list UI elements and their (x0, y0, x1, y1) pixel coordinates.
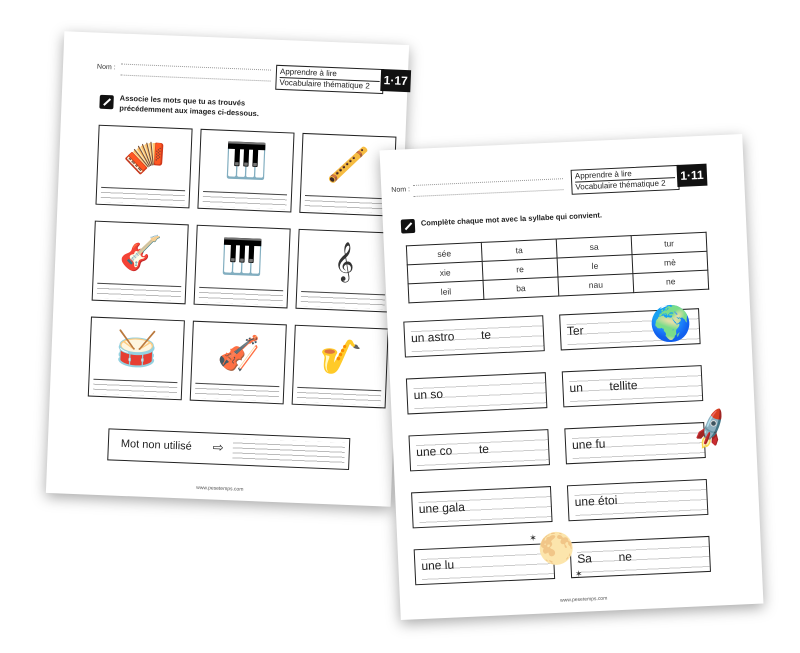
word-box-left: une lu (414, 543, 555, 585)
guitar-icon: 🎸 (118, 233, 163, 274)
instruction-line-1: Associe les mots que tu as trouvés (119, 93, 246, 108)
writing-lines (304, 195, 389, 213)
name-label: Nom : (96, 63, 116, 72)
syllable-cell: leil (408, 280, 484, 302)
picture-card (292, 325, 389, 409)
writing-lines (232, 438, 345, 464)
accordion-icon: 🪗 (122, 137, 167, 178)
website: www.pesetemps.com (560, 595, 608, 604)
syllable-cell: mè (632, 251, 708, 273)
exercise-badge: 1·11 (676, 164, 707, 187)
writing-lines (97, 283, 182, 301)
header-title: Apprendre à lire (280, 67, 380, 82)
star-icon: ✶ (529, 532, 538, 544)
picture-card (295, 229, 392, 313)
word-box-right: Sa ne (569, 536, 710, 578)
word-box-right: Ter (559, 308, 700, 350)
word-box-right: un tellite (562, 365, 703, 407)
drum-icon: 🥁 (114, 329, 159, 370)
writing-lines (203, 191, 288, 209)
instruction: Complète chaque mot avec la syllabe qui convient. (420, 210, 603, 228)
violin-icon: 🎻 (216, 333, 261, 374)
syllable-cell: nau (558, 274, 634, 296)
writing-lines (195, 383, 280, 401)
name-field (413, 178, 563, 197)
xylophone-icon: 🎹 (224, 141, 269, 182)
word-box-right: une fu (564, 422, 705, 464)
picture-card (190, 321, 287, 405)
syllable-cell: ba (483, 277, 559, 299)
writing-lines (301, 291, 386, 309)
writing-lines (297, 387, 382, 405)
picture-card (95, 125, 192, 209)
recorder-icon: 🪈 (326, 145, 371, 186)
word-box-left: un astro te (403, 315, 544, 357)
arrow-right-icon: ⇨ (212, 439, 225, 455)
header-box (571, 165, 680, 195)
header-subtitle: Vocabulaire thématique 2 (279, 77, 370, 91)
piano-icon: 🎹 (220, 237, 265, 278)
picture-card (194, 225, 291, 309)
picture-card (92, 221, 189, 305)
writing-lines (93, 379, 178, 397)
name-field (121, 64, 271, 82)
unused-word-label: Mot non utilisé (120, 437, 193, 453)
word-box-left: une gala (411, 486, 552, 528)
rocket-icon: 🚀 (687, 407, 735, 453)
syllable-table (406, 232, 709, 304)
word-box-left: une co te (408, 429, 549, 471)
moon-icon: 🌕 (537, 532, 576, 567)
word-box-right: une étoi (567, 479, 708, 521)
word-box-left: un so (406, 372, 547, 414)
header-subtitle: Vocabulaire thématique 2 (575, 178, 666, 192)
saxophone-icon: 🎷 (318, 337, 363, 378)
instruction-line-2: précédemment aux images ci-dessous. (119, 103, 260, 119)
star-icon: ✶ (574, 568, 583, 580)
pencil-icon (99, 95, 114, 110)
picture-card (197, 129, 294, 213)
unused-word-box (107, 428, 350, 470)
syllable-cell: tur (631, 232, 707, 254)
worksheet-1-11 (380, 134, 764, 620)
picture-card (88, 317, 185, 401)
syllable-cell: sée (406, 242, 482, 264)
syllable-cell: ne (633, 270, 709, 292)
harp-icon: 𝄞 (333, 241, 356, 281)
syllable-cell: le (557, 255, 633, 277)
header-box (275, 65, 384, 94)
exercise-badge: 1·17 (380, 69, 411, 92)
writing-lines (199, 287, 284, 305)
pencil-icon (401, 219, 416, 234)
writing-lines (101, 187, 186, 205)
instruction (119, 94, 320, 122)
syllable-cell: ta (481, 239, 557, 261)
earth-icon: 🌍 (648, 304, 693, 345)
syllable-cell: xie (407, 261, 483, 283)
header-title: Apprendre à lire (575, 167, 675, 183)
syllable-cell: re (482, 258, 558, 280)
worksheet-1-17 (46, 31, 409, 506)
website: www.pesetemps.com (196, 484, 244, 493)
syllable-cell: sa (556, 236, 632, 258)
name-label: Nom : (391, 186, 411, 194)
